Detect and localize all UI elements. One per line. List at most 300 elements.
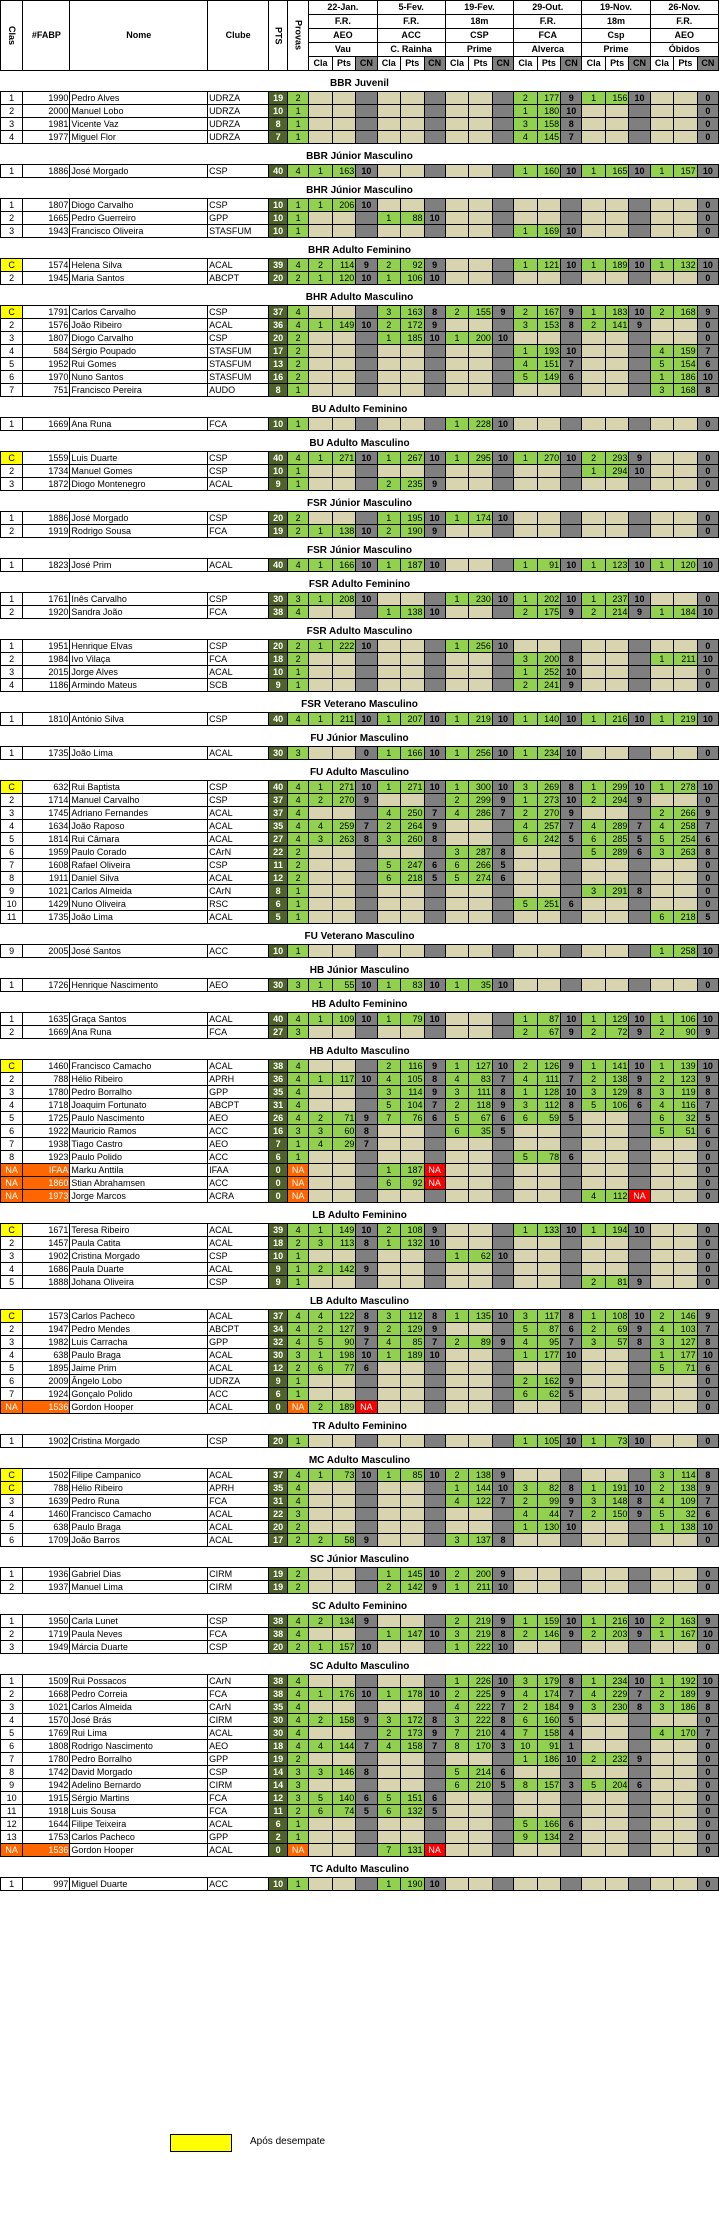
table-row <box>1 512 719 525</box>
cla-cell: 5 <box>514 1323 538 1336</box>
cn-cell: 10 <box>356 1224 377 1237</box>
events-count-cell: 4 <box>288 1714 309 1727</box>
cn-cell <box>356 666 377 679</box>
cla-cell <box>582 1581 606 1594</box>
points-cell: 40 <box>269 781 288 794</box>
points-cell: 19 <box>269 1753 288 1766</box>
cn-cell <box>492 478 513 491</box>
cla-cell: 3 <box>309 1237 333 1250</box>
cn-cell: 0 <box>697 1138 718 1151</box>
score-cell: 191 <box>605 1482 629 1495</box>
points-cell: 36 <box>269 319 288 332</box>
cla-cell <box>582 1740 606 1753</box>
athlete-name-cell: Stian Abrahamsen <box>70 1177 208 1190</box>
events-count-cell: 4 <box>288 1482 309 1495</box>
score-cell: 216 <box>605 1615 629 1628</box>
cla-cell: 3 <box>514 653 538 666</box>
fabp-number-cell: 751 <box>23 384 70 397</box>
cla-cell: 2 <box>650 1615 674 1628</box>
cn-cell <box>629 1388 650 1401</box>
athlete-name-cell: Adriano Fernandes <box>70 807 208 820</box>
points-cell: 40 <box>269 559 288 572</box>
cn-cell: 0 <box>697 1190 718 1203</box>
score-cell: 122 <box>469 1495 493 1508</box>
fabp-number-cell: 1665 <box>23 212 70 225</box>
points-cell: 30 <box>269 1714 288 1727</box>
score-cell: 138 <box>469 1469 493 1482</box>
cla-cell <box>309 911 333 924</box>
athlete-name-cell: Francisco Camacho <box>70 1508 208 1521</box>
cla-cell <box>445 1805 469 1818</box>
score-cell <box>605 1568 629 1581</box>
cn-cell: 9 <box>697 1310 718 1323</box>
fabp-number-cell: 1639 <box>23 1495 70 1508</box>
club-cell: FCA <box>208 1628 269 1641</box>
cn-cell: 10 <box>356 1641 377 1654</box>
table-row <box>1 859 719 872</box>
cla-cell: 2 <box>309 794 333 807</box>
cla-cell <box>582 371 606 384</box>
cla-cell <box>514 1362 538 1375</box>
cla-cell: 6 <box>377 872 401 885</box>
score-cell <box>605 666 629 679</box>
score-cell <box>537 272 561 285</box>
section-title-row <box>1 1420 719 1435</box>
club-cell: ACC <box>208 1388 269 1401</box>
table-row <box>1 807 719 820</box>
events-count-cell: 4 <box>288 319 309 332</box>
score-cell: 85 <box>401 1469 425 1482</box>
cla-cell: 2 <box>514 679 538 692</box>
score-cell: 270 <box>537 452 561 465</box>
fabp-number-cell: 1769 <box>23 1727 70 1740</box>
cn-cell: 9 <box>492 1568 513 1581</box>
score-cell <box>605 1263 629 1276</box>
cla-cell <box>445 1818 469 1831</box>
cn-cell: 0 <box>697 859 718 872</box>
score-cell: 211 <box>469 1581 493 1594</box>
score-cell <box>469 911 493 924</box>
cla-cell: 2 <box>650 807 674 820</box>
score-cell: 168 <box>674 306 698 319</box>
cla-cell: 6 <box>377 1177 401 1190</box>
cn-cell: 10 <box>356 593 377 606</box>
cn-cell <box>356 1026 377 1039</box>
cn-cell: 0 <box>697 1435 718 1448</box>
score-cell <box>469 1805 493 1818</box>
cla-cell: 2 <box>445 1099 469 1112</box>
cla-cell <box>650 593 674 606</box>
cla-cell: 5 <box>445 1766 469 1779</box>
points-cell: 10 <box>269 199 288 212</box>
score-cell: 295 <box>469 452 493 465</box>
club-cell: CSP <box>208 512 269 525</box>
cn-cell <box>424 1701 445 1714</box>
rank-cell: 2 <box>1 794 23 807</box>
score-cell <box>605 747 629 760</box>
score-cell <box>401 1641 425 1654</box>
score-cell: 158 <box>537 1727 561 1740</box>
table-row <box>1 1831 719 1844</box>
cla-cell: 3 <box>582 1495 606 1508</box>
points-cell: 20 <box>269 512 288 525</box>
events-count-cell: 1 <box>288 679 309 692</box>
cla-cell <box>514 525 538 538</box>
cn-cell <box>356 1099 377 1112</box>
club-cell: RSC <box>208 898 269 911</box>
score-cell <box>605 1349 629 1362</box>
cla-cell: 2 <box>650 306 674 319</box>
cla-cell <box>377 384 401 397</box>
cla-cell: 1 <box>514 105 538 118</box>
cn-cell: 10 <box>424 1688 445 1701</box>
section-title: LB Adulto Feminino <box>312 1210 407 1221</box>
cn-cell: 0 <box>697 593 718 606</box>
score-cell: 134 <box>332 1615 356 1628</box>
cn-cell: 5 <box>492 1125 513 1138</box>
table-row <box>1 1013 719 1026</box>
rank-cell: 8 <box>1 872 23 885</box>
score-cell: 132 <box>401 1237 425 1250</box>
cn-cell: 8 <box>629 1701 650 1714</box>
score-cell: 137 <box>469 1534 493 1547</box>
cla-cell <box>582 1831 606 1844</box>
club-cell: CSP <box>208 452 269 465</box>
score-cell <box>469 199 493 212</box>
cla-cell: 5 <box>309 1792 333 1805</box>
cn-cell: 8 <box>561 319 582 332</box>
cn-cell: 10 <box>356 781 377 794</box>
rank-cell: 9 <box>1 1779 23 1792</box>
events-count-cell: 1 <box>288 105 309 118</box>
score-cell <box>674 1151 698 1164</box>
score-cell <box>537 1766 561 1779</box>
cn-cell: 6 <box>561 1323 582 1336</box>
rank-cell: 3 <box>1 666 23 679</box>
cla-cell <box>309 666 333 679</box>
score-cell <box>332 371 356 384</box>
cla-cell: 1 <box>309 979 333 992</box>
points-cell: 35 <box>269 1086 288 1099</box>
cn-cell <box>356 945 377 958</box>
score-cell: 87 <box>537 1323 561 1336</box>
rank-cell: C <box>1 306 23 319</box>
rank-cell: 1 <box>1 92 23 105</box>
cla-cell: 1 <box>377 1568 401 1581</box>
score-cell <box>401 1263 425 1276</box>
cla-cell: 3 <box>445 1628 469 1641</box>
cn-cell <box>492 345 513 358</box>
score-cell: 252 <box>537 666 561 679</box>
score-cell <box>401 1753 425 1766</box>
events-count-cell: 2 <box>288 525 309 538</box>
club-cell: FCA <box>208 1026 269 1039</box>
cn-cell: 6 <box>356 1792 377 1805</box>
score-cell: 208 <box>332 593 356 606</box>
section-title-row <box>1 1553 719 1568</box>
cn-cell <box>424 593 445 606</box>
score-cell <box>537 465 561 478</box>
points-cell: 35 <box>269 1482 288 1495</box>
score-cell <box>469 1237 493 1250</box>
score-cell: 299 <box>469 794 493 807</box>
rank-cell: 5 <box>1 1727 23 1740</box>
club-cell: CSP <box>208 1766 269 1779</box>
events-count-cell: 2 <box>288 1362 309 1375</box>
cla-cell <box>582 1388 606 1401</box>
cn-cell <box>424 640 445 653</box>
rank-cell: 3 <box>1 1701 23 1714</box>
cla-cell: 3 <box>514 1675 538 1688</box>
fabp-number-cell: 1814 <box>23 833 70 846</box>
table-row <box>1 833 719 846</box>
points-cell: 37 <box>269 1310 288 1323</box>
points-cell: 16 <box>269 371 288 384</box>
fabp-number-cell: 1872 <box>23 478 70 491</box>
cla-cell: 3 <box>377 306 401 319</box>
score-cell <box>537 1190 561 1203</box>
score-cell <box>469 525 493 538</box>
events-count-cell: 4 <box>288 559 309 572</box>
events-count-cell: 2 <box>288 1534 309 1547</box>
cn-cell: 8 <box>424 1310 445 1323</box>
events-count-cell: 2 <box>288 1237 309 1250</box>
club-cell: CSP <box>208 1250 269 1263</box>
cla-cell <box>309 859 333 872</box>
section-title-row <box>1 403 719 418</box>
event-org: F.R. <box>650 15 718 29</box>
table-row <box>1 212 719 225</box>
cla-cell: 3 <box>650 846 674 859</box>
fabp-number-cell: 1742 <box>23 1766 70 1779</box>
score-cell: 222 <box>469 1701 493 1714</box>
cla-cell <box>582 131 606 144</box>
cla-cell: 1 <box>445 640 469 653</box>
points-cell: 6 <box>269 1388 288 1401</box>
table-row <box>1 1581 719 1594</box>
cla-cell: 2 <box>514 306 538 319</box>
table-row <box>1 1073 719 1086</box>
cn-cell: 6 <box>697 1362 718 1375</box>
table-row <box>1 332 719 345</box>
events-count-cell: 1 <box>288 1151 309 1164</box>
fabp-number-cell: 1634 <box>23 820 70 833</box>
table-row <box>1 199 719 212</box>
cla-cell: 2 <box>514 92 538 105</box>
club-cell: ACAL <box>208 1013 269 1026</box>
cn-cell <box>492 606 513 619</box>
table-row <box>1 1086 719 1099</box>
events-count-cell: 2 <box>288 1805 309 1818</box>
points-cell: 11 <box>269 859 288 872</box>
score-cell <box>469 1375 493 1388</box>
cn-cell: 10 <box>424 1349 445 1362</box>
cn-cell: 7 <box>561 1336 582 1349</box>
cla-cell: 1 <box>650 713 674 726</box>
score-cell: 186 <box>674 1701 698 1714</box>
score-cell: 99 <box>537 1495 561 1508</box>
club-cell: CSP <box>208 1276 269 1289</box>
events-count-cell: 1 <box>288 1276 309 1289</box>
cn-cell <box>492 212 513 225</box>
athlete-name-cell: Adelino Bernardo <box>70 1779 208 1792</box>
fabp-number-cell: 1952 <box>23 358 70 371</box>
cn-cell: 10 <box>492 1250 513 1263</box>
club-cell: FCA <box>208 653 269 666</box>
rank-cell: 8 <box>1 1766 23 1779</box>
score-cell: 129 <box>401 1323 425 1336</box>
points-cell: 12 <box>269 872 288 885</box>
events-count-cell: 2 <box>288 1641 309 1654</box>
cn-cell <box>424 666 445 679</box>
cla-cell: 3 <box>309 1766 333 1779</box>
club-cell: ACAL <box>208 911 269 924</box>
cn-cell: 10 <box>424 559 445 572</box>
athlete-name-cell: Paulo Braga <box>70 1521 208 1534</box>
score-cell <box>674 525 698 538</box>
score-cell <box>605 512 629 525</box>
score-cell <box>674 1190 698 1203</box>
score-cell <box>537 859 561 872</box>
cla-cell <box>514 199 538 212</box>
cn-cell: 10 <box>356 199 377 212</box>
score-cell <box>332 898 356 911</box>
rank-cell: 1 <box>1 199 23 212</box>
table-row <box>1 452 719 465</box>
cn-cell <box>629 1844 650 1857</box>
cla-cell: 3 <box>377 1714 401 1727</box>
score-cell: 270 <box>332 794 356 807</box>
score-cell <box>469 1349 493 1362</box>
score-cell <box>332 418 356 431</box>
cla-cell: 3 <box>582 1086 606 1099</box>
score-cell <box>332 1177 356 1190</box>
table-row <box>1 1482 719 1495</box>
club-cell: ACAL <box>208 1349 269 1362</box>
cn-cell <box>629 105 650 118</box>
score-cell <box>332 945 356 958</box>
cla-cell: 5 <box>650 833 674 846</box>
cn-cell <box>561 1177 582 1190</box>
fabp-number-cell: 1942 <box>23 1779 70 1792</box>
cn-cell: 10 <box>629 1013 650 1026</box>
score-cell: 156 <box>605 92 629 105</box>
score-cell: 67 <box>537 1026 561 1039</box>
table-row <box>1 1688 719 1701</box>
cla-cell <box>445 1362 469 1375</box>
score-cell: 95 <box>537 1336 561 1349</box>
cla-cell: 1 <box>650 1628 674 1641</box>
cla-cell: 1 <box>445 1060 469 1073</box>
cn-cell <box>561 1190 582 1203</box>
score-cell: 111 <box>537 1073 561 1086</box>
cn-cell <box>424 846 445 859</box>
cla-cell: 5 <box>377 1792 401 1805</box>
score-cell <box>469 1792 493 1805</box>
athlete-name-cell: Rui Lima <box>70 1727 208 1740</box>
cn-cell: 8 <box>697 384 718 397</box>
cla-cell: 4 <box>514 1336 538 1349</box>
cn-cell: 7 <box>561 1508 582 1521</box>
cla-cell <box>309 1628 333 1641</box>
cn-cell: 10 <box>629 1675 650 1688</box>
score-cell <box>674 885 698 898</box>
score-cell: 126 <box>537 1060 561 1073</box>
cla-cell: 1 <box>377 1469 401 1482</box>
rank-cell: 4 <box>1 1263 23 1276</box>
score-cell: 146 <box>332 1766 356 1779</box>
events-count-cell: 1 <box>288 1388 309 1401</box>
fabp-number-cell: 1576 <box>23 319 70 332</box>
cn-cell: 7 <box>697 820 718 833</box>
table-row <box>1 781 719 794</box>
cn-cell <box>492 1224 513 1237</box>
cn-cell <box>356 1844 377 1857</box>
table-row <box>1 1026 719 1039</box>
cla-cell <box>309 653 333 666</box>
score-cell <box>401 1276 425 1289</box>
cn-cell: 0 <box>697 1805 718 1818</box>
rank-cell: 3 <box>1 1495 23 1508</box>
score-cell <box>332 105 356 118</box>
score-cell <box>605 1641 629 1654</box>
cn-cell: 10 <box>424 452 445 465</box>
table-row <box>1 1375 719 1388</box>
fabp-number-cell: 997 <box>23 1878 70 1891</box>
score-cell: 127 <box>674 1336 698 1349</box>
score-cell: 92 <box>401 259 425 272</box>
cn-cell <box>492 131 513 144</box>
cn-cell: 0 <box>697 1375 718 1388</box>
score-cell: 232 <box>605 1753 629 1766</box>
points-cell: 6 <box>269 1151 288 1164</box>
score-cell: 200 <box>469 332 493 345</box>
cla-cell: 1 <box>377 512 401 525</box>
fabp-number-cell: 1644 <box>23 1818 70 1831</box>
cn-cell: 8 <box>492 1714 513 1727</box>
cla-cell: 2 <box>377 1581 401 1594</box>
athlete-name-cell: David Morgado <box>70 1766 208 1779</box>
cn-cell <box>561 1581 582 1594</box>
cla-cell: 1 <box>445 332 469 345</box>
score-cell <box>469 465 493 478</box>
cn-cell: 10 <box>561 345 582 358</box>
table-row <box>1 606 719 619</box>
cla-cell <box>445 1190 469 1203</box>
cn-cell <box>492 465 513 478</box>
cn-cell: 8 <box>356 1310 377 1323</box>
athlete-name-cell: Rui Gomes <box>70 358 208 371</box>
score-cell: 113 <box>332 1237 356 1250</box>
cla-cell: 1 <box>582 559 606 572</box>
score-cell <box>332 332 356 345</box>
table-row <box>1 306 719 319</box>
events-count-cell: 1 <box>288 898 309 911</box>
cla-cell <box>514 859 538 872</box>
score-cell: 273 <box>537 794 561 807</box>
score-cell <box>469 1362 493 1375</box>
rank-cell: 4 <box>1 679 23 692</box>
events-count-cell: 1 <box>288 384 309 397</box>
score-cell: 122 <box>332 1310 356 1323</box>
events-count-cell: 4 <box>288 1060 309 1073</box>
cla-cell <box>377 1151 401 1164</box>
cla-cell: 1 <box>514 794 538 807</box>
score-cell <box>332 1276 356 1289</box>
club-cell: CSP <box>208 794 269 807</box>
points-cell: 31 <box>269 1099 288 1112</box>
score-cell <box>674 118 698 131</box>
